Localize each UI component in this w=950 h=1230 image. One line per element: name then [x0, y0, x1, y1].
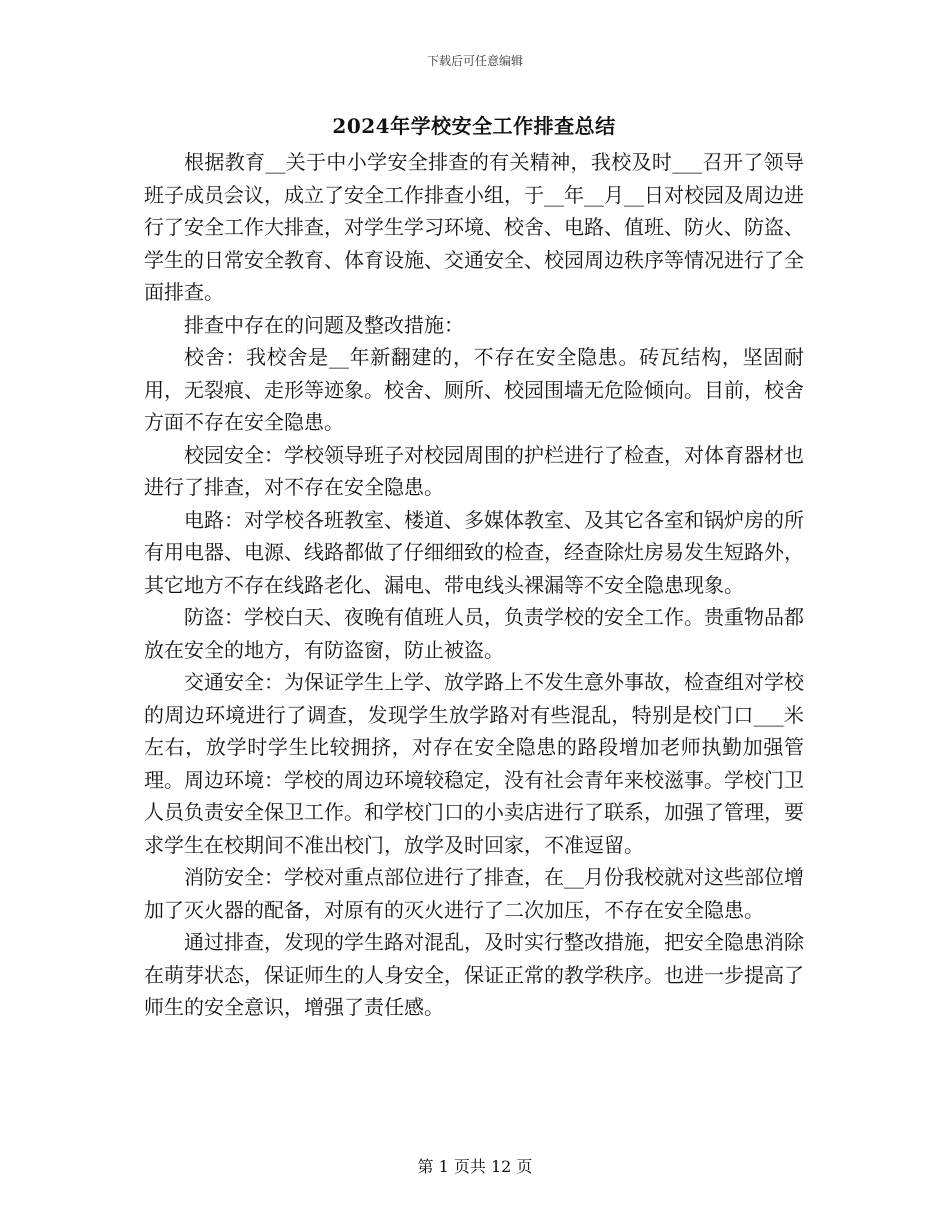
paragraph-campus-safety: 校园安全：学校领导班子对校园周围的护栏进行了检查，对体育器材也进行了排查，对不存在安全隐患。 — [144, 442, 804, 499]
document-body — [144, 108, 804, 1024]
page-number: 第 1 页共 12 页 — [417, 1157, 533, 1176]
paragraph-conclusion: 通过排查，发现的学生路对混乱，及时实行整改措施，把安全隐患消除在萌芽状态，保证师生的人身安全，保证正常的教学秩序。也进一步提高了师生的安全意识，增强了责任感。 — [144, 930, 804, 1019]
paragraph-intro: 根据教育__关于中小学安全排查的有关精神，我校及时___召开了领导班子成员会议，成立了安全工作排查小组，于__年__月__日对校园及周边进行了安全工作大排查，对学生学习环境、校舍、电路、值班、防火、防盗、学生的日常安全教育、体育设施、交通安全、校园周边秩序等情况进行了全面排查。 — [144, 150, 804, 304]
paragraph-traffic-safety: 交通安全：为保证学生上学、放学路上不发生意外事故，检查组对学校的周边环境进行了调查，发现学生放学路对有些混乱，特别是校门口___米左右，放学时学生比较拥挤，对存在安全隐患的路段增加老师执勤加强管理。周边环境：学校的周边环境较稳定，没有社会青年来校滋事。学校门卫人员负责安全保卫工作。和学校门口的小卖店进行了联系，加强了管理，要求学生在校期间不准出校门，放学及时回家，不准逗留。 — [144, 670, 804, 857]
document-title: 2024年学校安全工作排查总结 — [332, 114, 616, 138]
paragraph-school-buildings: 校舍：我校舍是__年新翻建的，不存在安全隐患。砖瓦结构，坚固耐用，无裂痕、走形等迹象。校舍、厕所、校园围墙无危险倾向。目前，校舍方面不存在安全隐患。 — [144, 345, 804, 434]
paragraph-electrical: 电路：对学校各班教室、楼道、多媒体教室、及其它各室和锅炉房的所有用电器、电源、线路都做了仔细细致的检查，经查除灶房易发生短路外，其它地方不存在线路老化、漏电、带电线头裸漏等不安全隐患现象。 — [144, 507, 804, 597]
download-note: 下载后可任意编辑 — [426, 54, 523, 68]
paragraph-fire-safety: 消防安全：学校对重点部位进行了排查，在__月份我校就对这些部位增加了灭火器的配备，对原有的灭火进行了二次加压，不存在安全隐患。 — [144, 865, 804, 922]
paragraph-issues-heading: 排查中存在的问题及整改措施： — [184, 312, 464, 337]
paragraph-theft-prevention: 防盗：学校白天、夜晚有值班人员，负责学校的安全工作。贵重物品都放在安全的地方，有防盗窗，防止被盗。 — [144, 605, 804, 662]
